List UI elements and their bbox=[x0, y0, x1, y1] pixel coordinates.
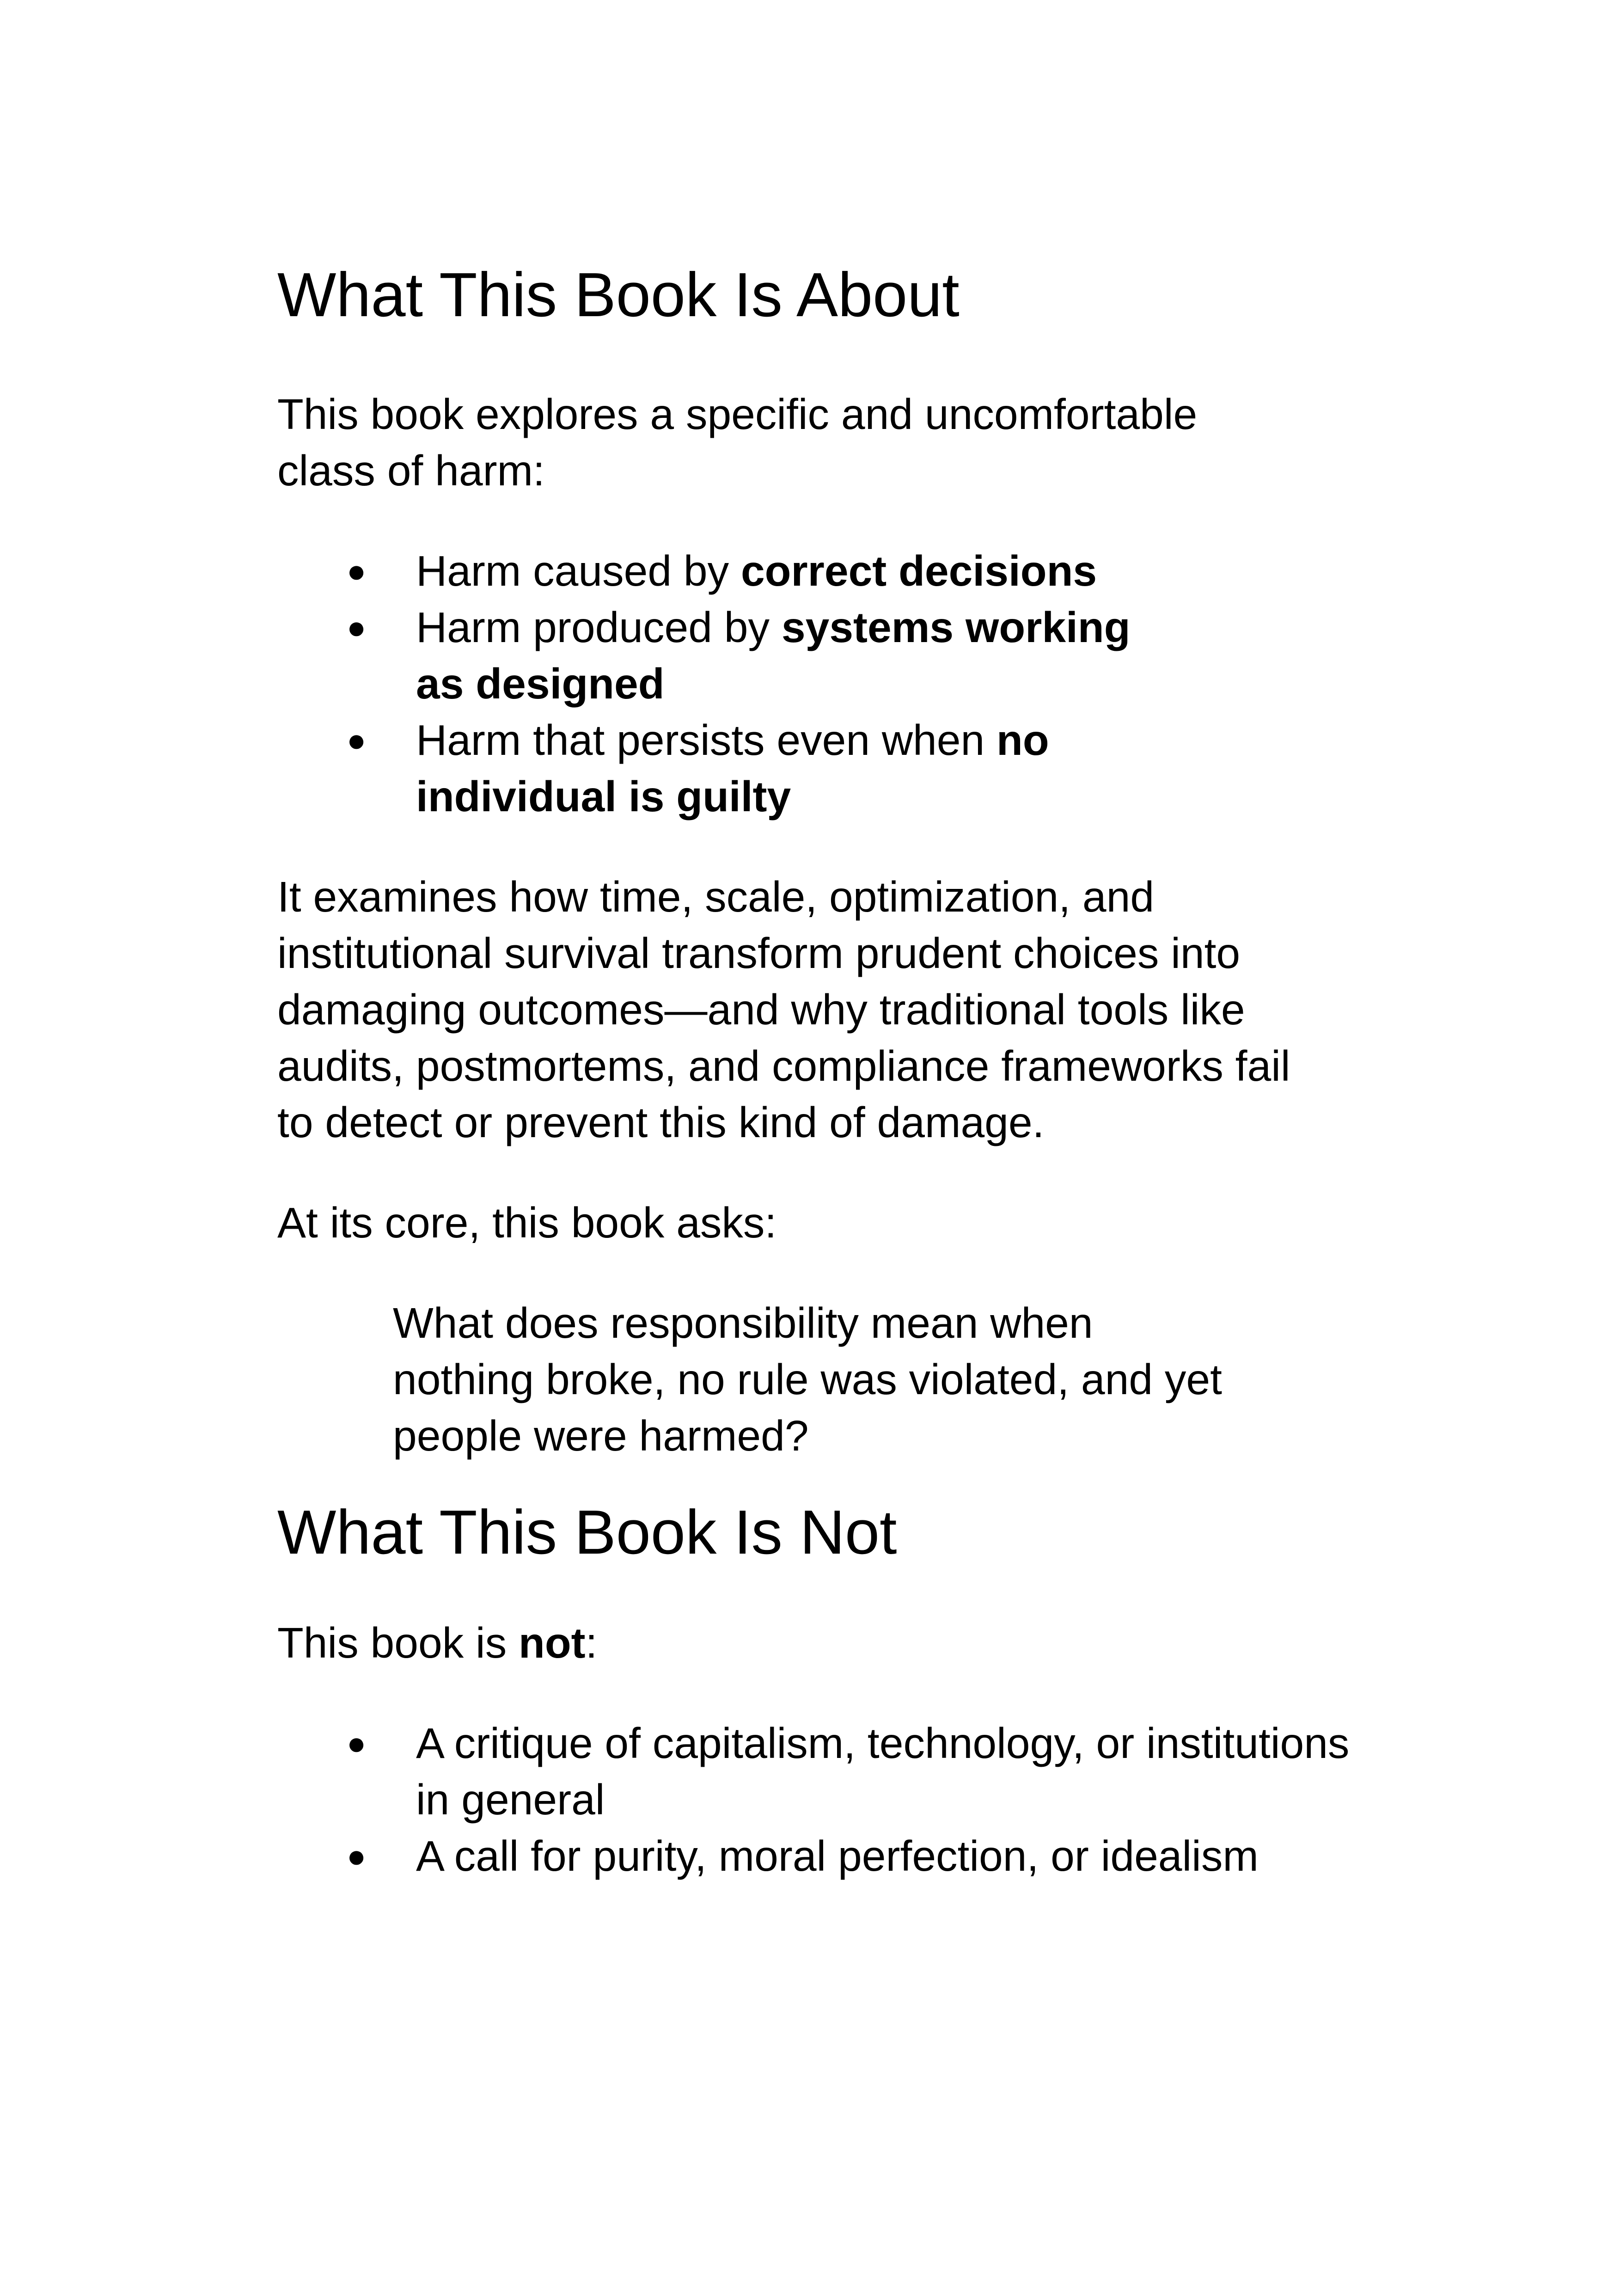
harm-list bbox=[277, 543, 1368, 825]
list-item bbox=[277, 543, 1368, 599]
bullet-icon: ● bbox=[347, 609, 367, 646]
body-paragraph: It examines how time, scale, optimization, and institutional survival transform prudent choices into damaging outcomes—and why traditional tools like audits, postmortems, and compliance frameworks fail to detect or prevent this kind of damage. bbox=[277, 873, 1290, 1147]
list-item-bold: systems working as designed bbox=[416, 603, 1131, 708]
list-item-text: Harm caused by bbox=[416, 547, 741, 595]
intro-bold: not bbox=[519, 1618, 586, 1667]
intro-paragraph: This book explores a specific and uncomfortable class of harm: bbox=[277, 390, 1198, 495]
bullet-icon: ● bbox=[347, 1725, 367, 1761]
block-quote: What does responsibility mean when nothing broke, no rule was violated, and yet people were harmed? bbox=[393, 1299, 1222, 1460]
body-paragraph: At its core, this book asks: bbox=[277, 1199, 777, 1247]
list-item bbox=[277, 599, 1155, 712]
list-item bbox=[277, 1715, 1387, 1828]
intro-text: This book is bbox=[277, 1618, 519, 1667]
list-item-text: A call for purity, moral perfection, or idealism bbox=[416, 1831, 1259, 1880]
section-heading-about: What This Book Is About bbox=[277, 260, 960, 330]
list-item-bold: no individual is guilty bbox=[416, 716, 1049, 821]
intro-suffix: : bbox=[585, 1618, 598, 1667]
section-heading-not: What This Book Is Not bbox=[277, 1497, 897, 1567]
list-item-text: Harm that persists even when bbox=[416, 716, 997, 765]
document-page bbox=[277, 259, 1368, 1884]
list-item-bold: correct decisions bbox=[740, 547, 1097, 595]
list-item-text: A critique of capitalism, technology, or institutions in general bbox=[416, 1719, 1350, 1824]
bullet-icon: ● bbox=[347, 722, 367, 759]
intro-paragraph bbox=[277, 1615, 1368, 1671]
list-item-text: Harm produced by bbox=[416, 603, 782, 652]
bullet-icon: ● bbox=[347, 1837, 367, 1874]
not-list bbox=[277, 1715, 1368, 1884]
bullet-icon: ● bbox=[347, 553, 367, 589]
list-item bbox=[277, 712, 1155, 825]
list-item bbox=[277, 1828, 1368, 1884]
